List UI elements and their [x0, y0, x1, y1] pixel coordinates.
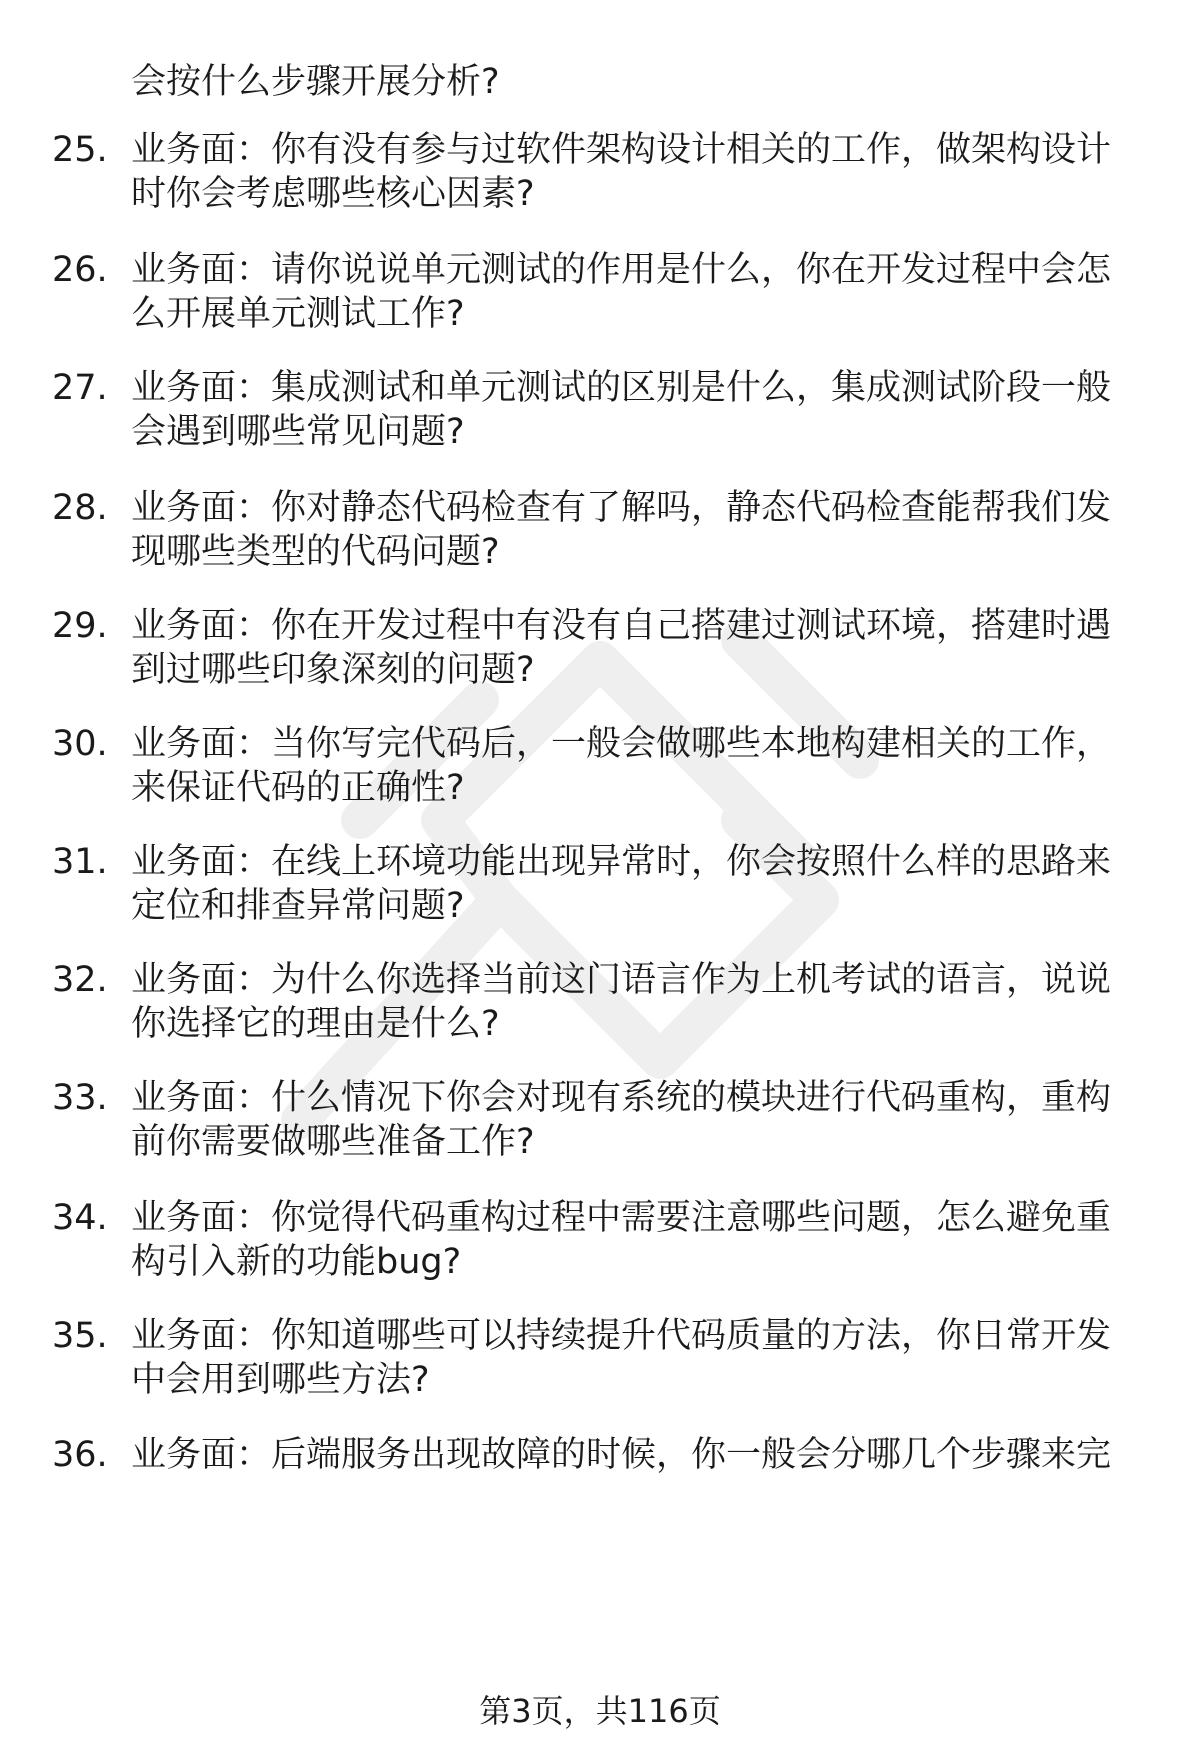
question-text-line: 中会用到哪些方法? [131, 1360, 430, 1400]
question-text [131, 722, 1146, 810]
question-item [52, 486, 1152, 574]
page-number-footer: 第3页，共116页 [479, 1692, 721, 1730]
question-number: 25. [52, 130, 108, 170]
question-number: 31. [52, 842, 108, 882]
question-text-line: 么开展单元测试工作? [131, 294, 465, 334]
question-text-line: 业务面：你对静态代码检查有了解吗，静态代码检查能帮我们发 [131, 488, 1112, 528]
question-text [131, 366, 1146, 454]
question-text-line: 构引入新的功能bug? [131, 1242, 462, 1282]
question-text-line: 来保证代码的正确性? [131, 768, 465, 808]
question-text [131, 1314, 1146, 1402]
question-text-line: 你选择它的理由是什么? [131, 1004, 500, 1044]
question-text-line: 时你会考虑哪些核心因素? [131, 174, 535, 214]
question-item [52, 1196, 1152, 1284]
question-text [131, 1196, 1146, 1284]
question-text [131, 128, 1146, 216]
question-text [131, 1433, 1146, 1477]
question-text-line: 现哪些类型的代码问题? [131, 532, 500, 572]
question-item [52, 604, 1152, 692]
question-text-line: 业务面：什么情况下你会对现有系统的模块进行代码重构，重构 [131, 1078, 1112, 1118]
question-item [52, 958, 1152, 1046]
question-number: 26. [52, 250, 108, 290]
question-number: 30. [52, 724, 108, 764]
question-number: 35. [52, 1316, 108, 1356]
question-number: 32. [52, 960, 108, 1000]
question-text-line: 定位和排查异常问题? [131, 886, 465, 926]
question-text-line: 业务面：你知道哪些可以持续提升代码质量的方法，你日常开发 [131, 1316, 1112, 1356]
question-text [131, 604, 1146, 692]
question-text-line: 业务面：你觉得代码重构过程中需要注意哪些问题，怎么避免重 [131, 1198, 1112, 1238]
question-number: 33. [52, 1078, 108, 1118]
question-text-line: 业务面：请你说说单元测试的作用是什么，你在开发过程中会怎 [131, 250, 1112, 290]
question-item [52, 1314, 1152, 1402]
continuation-line: 会按什么步骤开展分析? [131, 62, 500, 102]
question-text-line: 前你需要做哪些准备工作? [131, 1122, 535, 1162]
question-text [131, 248, 1146, 336]
question-item [52, 1076, 1152, 1164]
question-number: 34. [52, 1198, 108, 1238]
question-text-line: 会遇到哪些常见问题? [131, 412, 465, 452]
question-text-line: 业务面：你有没有参与过软件架构设计相关的工作，做架构设计 [131, 130, 1112, 170]
question-item [52, 128, 1152, 216]
question-text-line: 到过哪些印象深刻的问题? [131, 650, 535, 690]
question-text-line: 业务面：集成测试和单元测试的区别是什么，集成测试阶段一般 [131, 368, 1112, 408]
question-text [131, 958, 1146, 1046]
question-text-line: 业务面：你在开发过程中有没有自己搭建过测试环境，搭建时遇 [131, 606, 1112, 646]
question-text-line: 业务面：当你写完代码后，一般会做哪些本地构建相关的工作， [131, 724, 1112, 764]
question-text [131, 1076, 1146, 1164]
question-item [52, 248, 1152, 336]
question-item [52, 366, 1152, 454]
question-item [52, 1433, 1152, 1477]
question-text [131, 486, 1146, 574]
question-number: 28. [52, 488, 108, 528]
question-number: 29. [52, 606, 108, 646]
question-text-line: 业务面：为什么你选择当前这门语言作为上机考试的语言，说说 [131, 960, 1112, 1000]
question-text [131, 840, 1146, 928]
question-number: 36. [52, 1435, 108, 1475]
question-item [52, 840, 1152, 928]
question-text-line: 业务面：后端服务出现故障的时候，你一般会分哪几个步骤来完 [131, 1435, 1112, 1475]
question-text-line: 业务面：在线上环境功能出现异常时，你会按照什么样的思路来 [131, 842, 1112, 882]
question-item [52, 722, 1152, 810]
question-number: 27. [52, 368, 108, 408]
